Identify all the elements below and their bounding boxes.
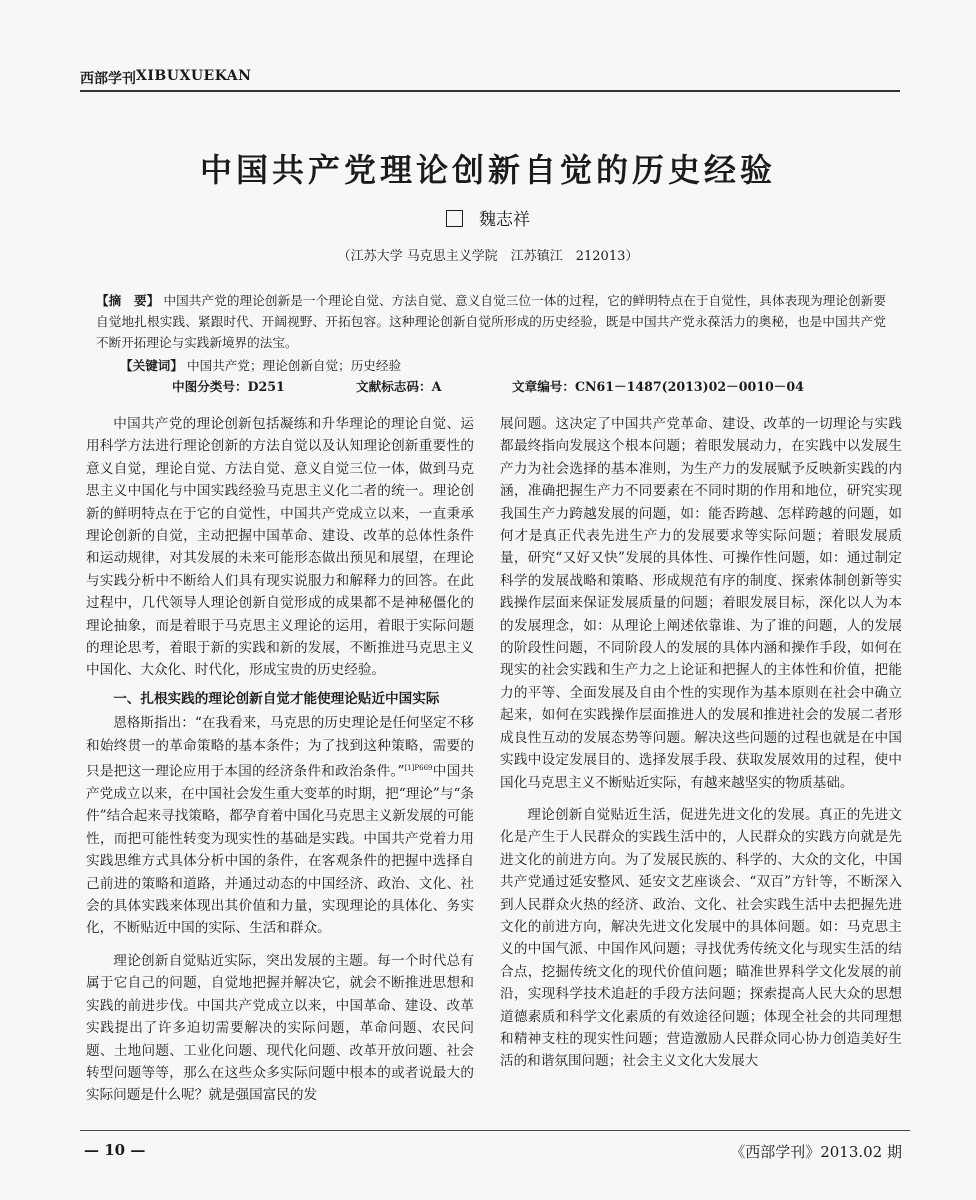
body-paragraph: 展问题。这决定了中国共产党革命、建设、改革的一切理论与实践都最终指向发展这个根本问题；着眼发展动力，在实践中以发展生产力为社会选择的基本准则，为生产力的发展赋予反映新实践的内涵，准确把握生产力不同要素在不同时期的作用和地位，研究实现我国生产力跨越发展的问题，如：能否跨越、怎样跨越的问题，如何才是真正代表先进生产力的发展要求等实际问题；着眼发展质量，研究“又好又快”发展的具体性、可操作性问题，如：通过制定科学的发展战略和策略、形成规范有序的制度、探索体制创新等实践操作层面来保证发展质量的问题；着眼发展目标，深化以人为本的发展理念，如：从理论上阐述依靠谁、为了谁的问题，人的发展的阶段性问题，不同阶段人的发展的具体内涵和操作手段，如何在现实的社会实践和生产力之上论证和把握人的主体性和价值，把能力的平等、全面发展及自由个性的实现作为基本原则在社会中确立起来，如何在实践操作层面推进人的发展和推进社会的发展二者形成良性互动的发展态势等问题。解决这些问题的过程也就是在中国实践中设定发展目的、选择发展手段、获取发展效用的过程，使中国化马克思主义不断贴近实际，有越来越坚实的物质基础。 — [500, 416, 902, 791]
author-name: 魏志祥 — [479, 210, 530, 230]
affiliation: （江苏大学 马克思主义学院 江苏镇江 212013） — [337, 249, 639, 264]
section-heading: 一、扎根实践的理论创新自觉才能使理论贴近中国实际 — [113, 690, 440, 707]
abstract — [96, 290, 886, 353]
keywords — [120, 355, 880, 374]
intro-paragraph: 中国共产党的理论创新包括凝练和升华理论的理论自觉、运用科学方法进行理论创新的方法自觉以及认知理论创新重要性的意义自觉，理论自觉、方法自觉、意义自觉三位一体，做到马克思主义中国化与中国实践经验马克思主义化二者的统一。理论创新的鲜明特点在于它的自觉性，中国共产党成立以来，一直秉承理论创新的自觉，主动把握中国革命、建设、改革的总体性条件和运动规律，对其发展的未来可能形态做出预见和展望，在理论与实践分析中不断给人们具有现实说服力和解释力的回答。在此过程中，几代领导人理论创新自觉形成的成果都不是神秘僵化的理论抽象，而是着眼于马克思主义理论的运用，着眼于实际问题的理论思考，着眼于新的实践和新的发展，不断推进马克思主义中国化、大众化、时代化，形成宝贵的历史经验。 — [86, 416, 474, 679]
square-marker-icon — [446, 210, 463, 227]
abstract-text: 中国共产党的理论创新是一个理论自觉、方法自觉、意义自觉三位一体的过程，它的鲜明特点在于自觉性，具体表现为理论创新要自觉地扎根实践、紧跟时代、开阔视野、开拓包容。这种理论创新自觉所形成的历史经验，既是中国共产党永葆活力的奥秘，也是中国共产党不断开拓理论与实践新境界的法宝。 — [96, 293, 886, 350]
body-paragraph — [86, 712, 474, 940]
journal-name-en: XIBUXUEKAN — [136, 68, 252, 84]
page-number: — 10 — — [84, 1141, 146, 1159]
running-header — [80, 60, 900, 92]
clc-number: 中图分类号：D251 — [172, 379, 285, 394]
journal-name-cn: 西部学刊 — [80, 71, 136, 87]
journal-issue: 《西部学刊》2013.02 期 — [730, 1143, 902, 1161]
quote-text: 恩格斯指出：“在我看来，马克思的历史理论是任何坚定不移和始终贯一的革命策略的基本条件；为了找到这种策略，需要的只是把这一理论应用于本国的经济条件和政治条件。” — [86, 715, 474, 780]
page-footer — [80, 1130, 910, 1161]
keywords-text: 中国共产党；理论创新自觉；历史经验 — [186, 358, 402, 373]
right-column — [500, 413, 902, 1073]
left-column — [86, 413, 474, 1107]
body-paragraph: 理论创新自觉贴近生活，促进先进文化的发展。真正的先进文化是产生于人民群众的实践生活中的，人民群众的实践方向就是先进文化的前进方向。为了发展民族的、科学的、大众的文化，中国共产党通过延安整风、延安文艺座谈会、“双百”方针等，不断深入到人民群众火热的经济、政治、文化、社会实践生活中去把握先进文化的前进方向，解决先进文化发展中的具体问题。如：马克思主义的中国气派、中国作风问题；寻找优秀传统文化与现实生活的结合点，挖掘传统文化的现代价值问题；瞄准世界科学文化发展的前沿，实现科学技术追赶的手段方法问题；探索提高人民大众的思想道德素质和科学文化素质的有效途径问题；体现全社会的共同理想和精神支柱的现实性问题；营造激励人民群众同心协力创造美好生活的和谐氛围问题；社会主义文化大发展大 — [500, 806, 902, 1070]
author-line — [0, 205, 976, 230]
document-code: 文献标志码：A — [356, 379, 442, 394]
citation-ref: [1]P669 — [404, 764, 433, 773]
article-title: 中国共产党理论创新自觉的历史经验 — [199, 151, 776, 189]
article-number: 文章编号：CN61－1487(2013)02－0010－04 — [512, 379, 804, 394]
body-text: 中国共产党成立以来，在中国社会发生重大变革的时期，把“理论”与“条件”结合起来寻找策略，都孕育着中国化马克思主义新发展的可能性，而把可能性转变为现实性的基础是实践。中国共产党着力用实践思维方式具体分析中国的条件，在客观条件的把握中选择自己前进的策略和道路，并通过动态的中国经济、政治、文化、社会的具体实践来体现出其价值和力量，实现理论的具体化、务实化，不断贴近中国的实际、生活和群众。 — [86, 763, 475, 937]
abstract-label: 【摘 要】 — [96, 293, 160, 308]
body-paragraph: 理论创新自觉贴近实际，突出发展的主题。每一个时代总有属于它自己的问题，自觉地把握并解决它，就会不断推进思想和实践的前进步伐。中国共产党成立以来，中国革命、建设、改革实践提出了许多迫切需要解决的实际问题，革命问题、农民问题、土地问题、工业化问题、现代化问题、改革开放问题、社会转型问题等等，那么在这些众多实际问题中根本的或者说最大的实际问题是什么呢？就是强国富民的发 — [86, 952, 474, 1104]
keywords-label: 【关键词】 — [120, 358, 183, 373]
